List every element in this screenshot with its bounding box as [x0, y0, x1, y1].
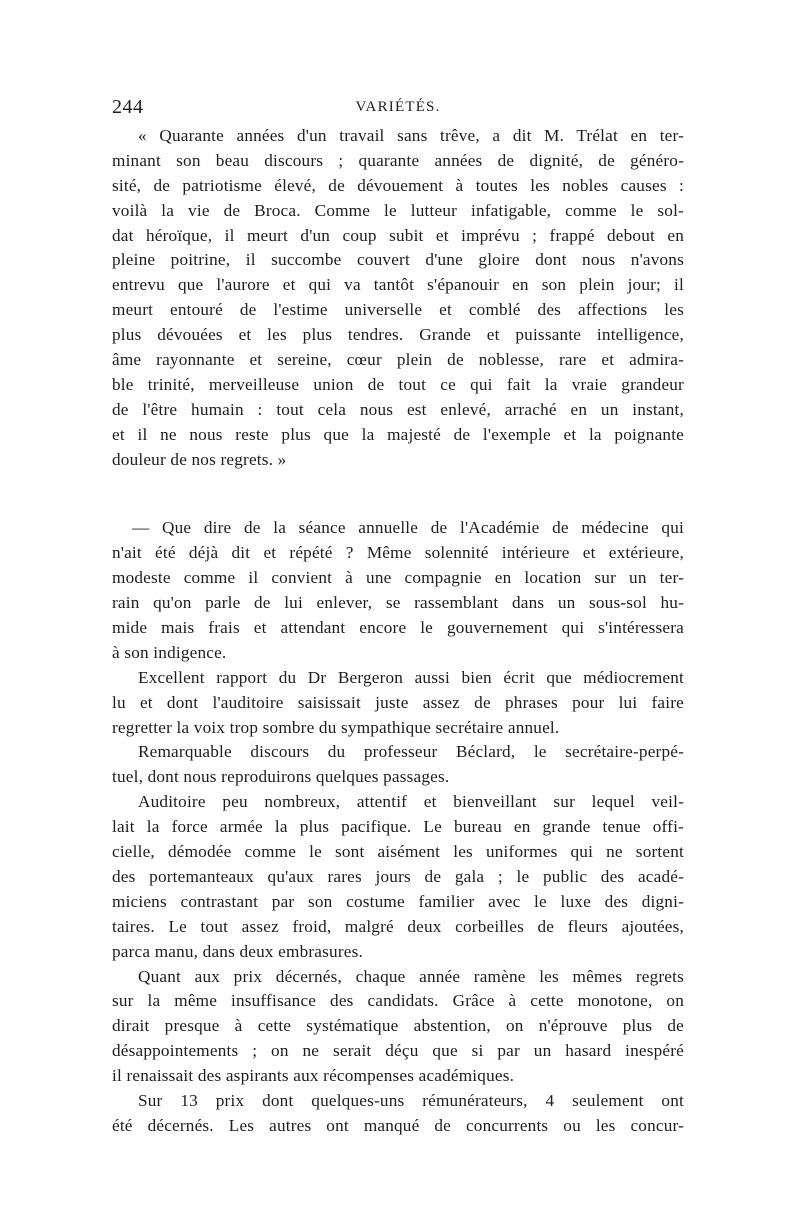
text-line: Quant aux prix décernés, chaque année ramène les mêmes regrets	[138, 966, 684, 986]
text-line: Remarquable discours du professeur Béclard, le secrétaire-perpé-	[138, 742, 684, 762]
text-line: plus dévouées et les plus tendres. Grande et puissante intelligence,	[112, 325, 684, 345]
text-line: désappointements ; on ne serait déçu que si par un hasard inespéré	[112, 1041, 684, 1061]
paragraph-report	[112, 666, 684, 741]
paragraph-speech	[112, 740, 684, 790]
page	[112, 96, 684, 1139]
text-line: meurt entouré de l'estime universelle et comblé des affections les	[112, 300, 684, 320]
text-line: Auditoire peu nombreux, attentif et bienveillant sur lequel veil-	[138, 792, 684, 812]
text-line: ble trinité, merveilleuse union de tout ce qui fait la vraie grandeur	[112, 374, 684, 394]
running-head	[112, 96, 684, 124]
text-line: âme rayonnante et sereine, cœur plein de noblesse, rare et admira-	[112, 350, 684, 370]
text-line: été décernés. Les autres ont manqué de concurrents ou les concur-	[112, 1115, 684, 1135]
text-line: — Que dire de la séance annuelle de l'Académie de médecine qui	[132, 518, 684, 538]
paragraph-prizes	[112, 965, 684, 1089]
paragraph-audience	[112, 790, 684, 964]
text-line: rain qu'on parle de lui enlever, se rassemblant dans un sous-sol hu-	[112, 593, 684, 613]
page-number: 244	[112, 96, 144, 118]
text-line: « Quarante années d'un travail sans trêve, a dit M. Trélat en ter-	[138, 126, 684, 145]
text-line: pleine poitrine, il succombe couvert d'une gloire dont nous n'avons	[112, 250, 684, 270]
text-line: regretter la voix trop sombre du sympathique secrétaire annuel.	[112, 717, 560, 737]
paragraph-quotation	[112, 124, 684, 472]
text-line: miciens contrastant par son costume familier avec le luxe des digni-	[112, 891, 684, 911]
text-line: des portemanteaux qu'aux rares jours de gala ; le public des acadé-	[112, 866, 684, 886]
text-line: de l'être humain : tout cela nous est enlevé, arraché en un instant,	[112, 399, 684, 419]
section-title: VARIÉTÉS.	[355, 99, 441, 115]
text-line: et il ne nous reste plus que la majesté de l'exemple et la poignante	[112, 424, 684, 444]
text-line: n'ait été déjà dit et répété ? Même solennité intérieure et extérieure,	[112, 543, 684, 563]
text-line: cielle, démodée comme le sont aisément les uniformes qui ne sortent	[112, 842, 684, 862]
paragraph-academy-session	[112, 516, 684, 665]
text-line: lait la force armée la plus pacifique. Le bureau en grande tenue offi-	[112, 817, 684, 837]
section-gap	[112, 472, 684, 516]
text-line: il renaissait des aspirants aux récompenses académiques.	[112, 1066, 515, 1086]
text-line: douleur de nos regrets. »	[112, 449, 287, 469]
text-line: sur la même insuffisance des candidats. Grâce à cette monotone, on	[112, 991, 684, 1011]
text-line: modeste comme il convient à une compagnie en location sur un ter-	[112, 568, 684, 588]
text-line: taires. Le tout assez froid, malgré deux corbeilles de fleurs ajoutées,	[112, 916, 684, 936]
text-line: sité, de patriotisme élevé, de dévouement à toutes les nobles causes :	[112, 175, 684, 195]
text-line: mide mais frais et attendant encore le gouvernement qui s'intéressera	[112, 618, 684, 638]
text-line: Sur 13 prix dont quelques-uns rémunérateurs, 4 seulement ont	[138, 1090, 684, 1110]
text-line: entrevu que l'aurore et qui va tantôt s'épanouir en son plein jour; il	[112, 275, 684, 295]
text-line: dat héroïque, il meurt d'un coup subit et imprévu ; frappé debout en	[112, 225, 684, 245]
text-line: dirait presque à cette systématique abstention, on n'éprouve plus de	[112, 1016, 684, 1036]
text-line: Excellent rapport du Dr Bergeron aussi bien écrit que médiocrement	[138, 667, 684, 687]
text-line: minant son beau discours ; quarante années de dignité, de généro-	[112, 150, 684, 170]
text-line: parca manu, dans deux embrasures.	[112, 941, 363, 961]
text-line: à son indigence.	[112, 642, 227, 662]
text-line: tuel, dont nous reproduirons quelques passages.	[112, 767, 450, 787]
text-line: lu et dont l'auditoire saisissait juste assez de phrases pour lui faire	[112, 692, 684, 712]
text-line: voilà la vie de Broca. Comme le lutteur infatigable, comme le sol-	[112, 200, 684, 220]
paragraph-prize-count	[112, 1089, 684, 1139]
